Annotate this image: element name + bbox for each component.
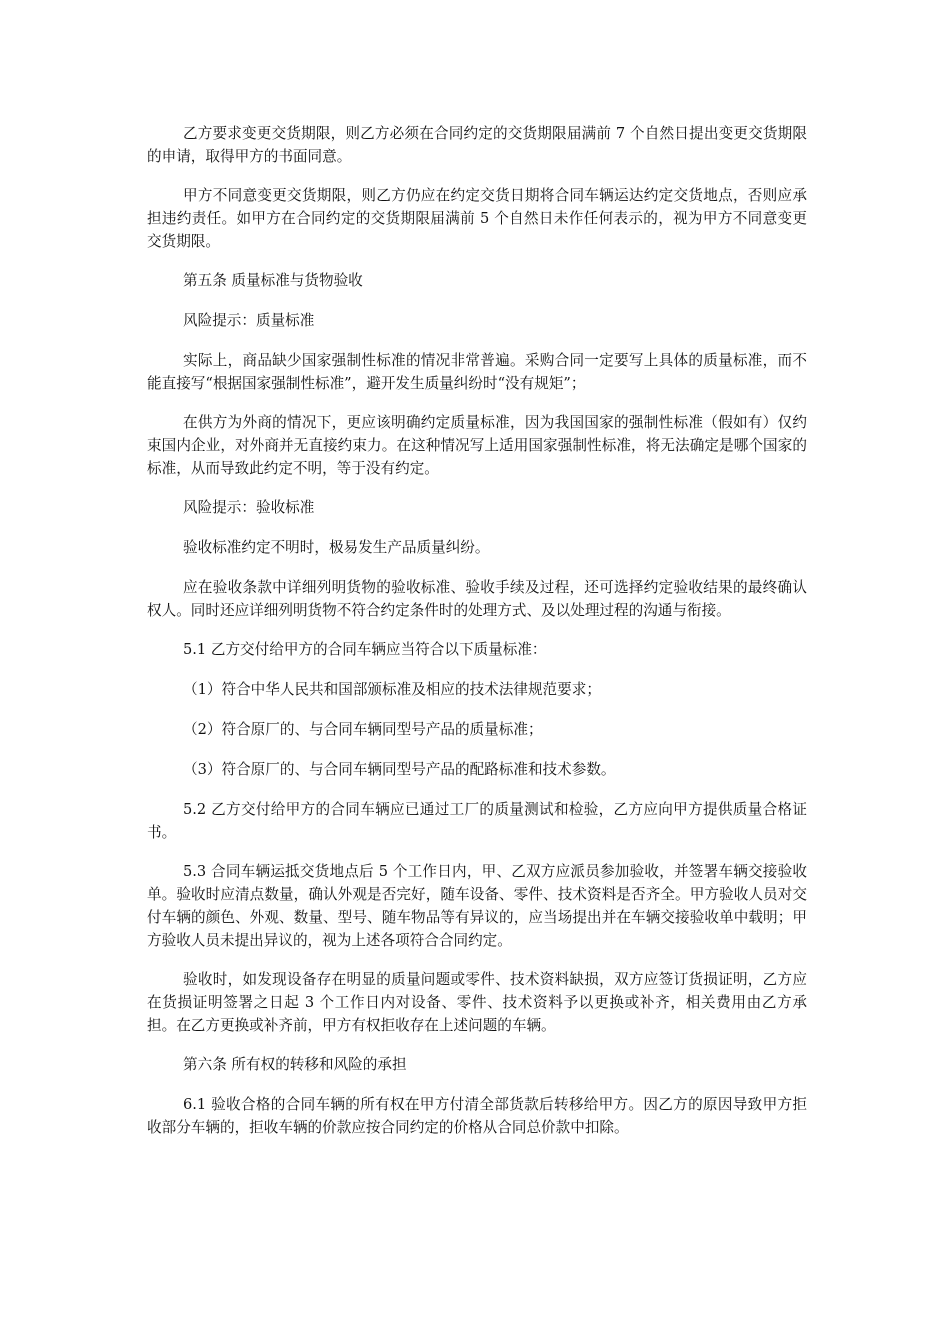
paragraph-acceptance-1: 验收标准约定不明时，极易发生产品质量纠纷。	[183, 539, 490, 556]
paragraph-quality-standard-2: 在供方为外商的情况下，更应该明确约定质量标准，因为我国国家的强制性标准（假如有）仅约束国内企业，对外商并无直接约束力。在这种情况写上适用国家强制性标准，将无法确定是哪个国家的标准，从而导致此约定不明，等于没有约定。	[147, 414, 807, 477]
document-body	[147, 122, 807, 1155]
heading-article-5: 第五条 质量标准与货物验收	[183, 272, 363, 289]
clause-5-1-item-1: （1）符合中华人民共和国部颁标准及相应的技术法律规范要求；	[183, 681, 601, 698]
risk-tip-quality-standard: 风险提示：质量标准	[183, 312, 315, 329]
clause-5-1-item-3: （3）符合原厂的、与合同车辆同型号产品的配路标准和技术参数。	[183, 761, 616, 778]
paragraph-defect-handling: 验收时，如发现设备存在明显的质量问题或零件、技术资料缺损，双方应签订货损证明，乙方应在货损证明签署之日起 3 个工作日内对设备、零件、技术资料予以更换或补齐，相关费用由乙方承担。在乙方更换或补齐前，甲方有权拒收存在上述问题的车辆。	[147, 971, 807, 1034]
clause-6-1: 6.1 验收合格的合同车辆的所有权在甲方付清全部货款后转移给甲方。因乙方的原因导致甲方拒收部分车辆的，拒收车辆的价款应按合同约定的价格从合同总价款中扣除。	[147, 1096, 807, 1136]
clause-5-2: 5.2 乙方交付给甲方的合同车辆应已通过工厂的质量测试和检验，乙方应向甲方提供质量合格证书。	[147, 801, 807, 841]
paragraph-quality-standard-1: 实际上，商品缺少国家强制性标准的情况非常普遍。采购合同一定要写上具体的质量标准，而不能直接写“根据国家强制性标准”，避开发生质量纠纷时“没有规矩”；	[147, 352, 807, 392]
clause-5-3: 5.3 合同车辆运抵交货地点后 5 个工作日内，甲、乙双方应派员参加验收，并签署车辆交接验收单。验收时应清点数量，确认外观是否完好，随车设备、零件、技术资料是否齐全。甲方验收人员对交付车辆的颜色、外观、数量、型号、随车物品等有异议的，应当场提出并在车辆交接验收单中载明；甲方验收人员未提出异议的，视为上述各项符合合同约定。	[147, 863, 807, 949]
heading-article-6: 第六条 所有权的转移和风险的承担	[183, 1056, 407, 1073]
paragraph-delivery-change-request: 乙方要求变更交货期限，则乙方必须在合同约定的交货期限届满前 7 个自然日提出变更交货期限的申请，取得甲方的书面同意。	[147, 125, 807, 165]
clause-5-1: 5.1 乙方交付给甲方的合同车辆应当符合以下质量标准：	[183, 641, 547, 658]
paragraph-delivery-change-refusal: 甲方不同意变更交货期限，则乙方仍应在约定交货日期将合同车辆运达约定交货地点，否则应承担违约责任。如甲方在合同约定的交货期限届满前 5 个自然日未作任何表示的，视为甲方不同意变更交货期限。	[147, 187, 807, 250]
clause-5-1-item-2: （2）符合原厂的、与合同车辆同型号产品的质量标准；	[183, 721, 543, 738]
paragraph-acceptance-2: 应在验收条款中详细列明货物的验收标准、验收手续及过程，还可选择约定验收结果的最终确认权人。同时还应详细列明货物不符合约定条件时的处理方式、及以处理过程的沟通与衔接。	[147, 579, 807, 619]
risk-tip-acceptance-standard: 风险提示：验收标准	[183, 499, 315, 516]
